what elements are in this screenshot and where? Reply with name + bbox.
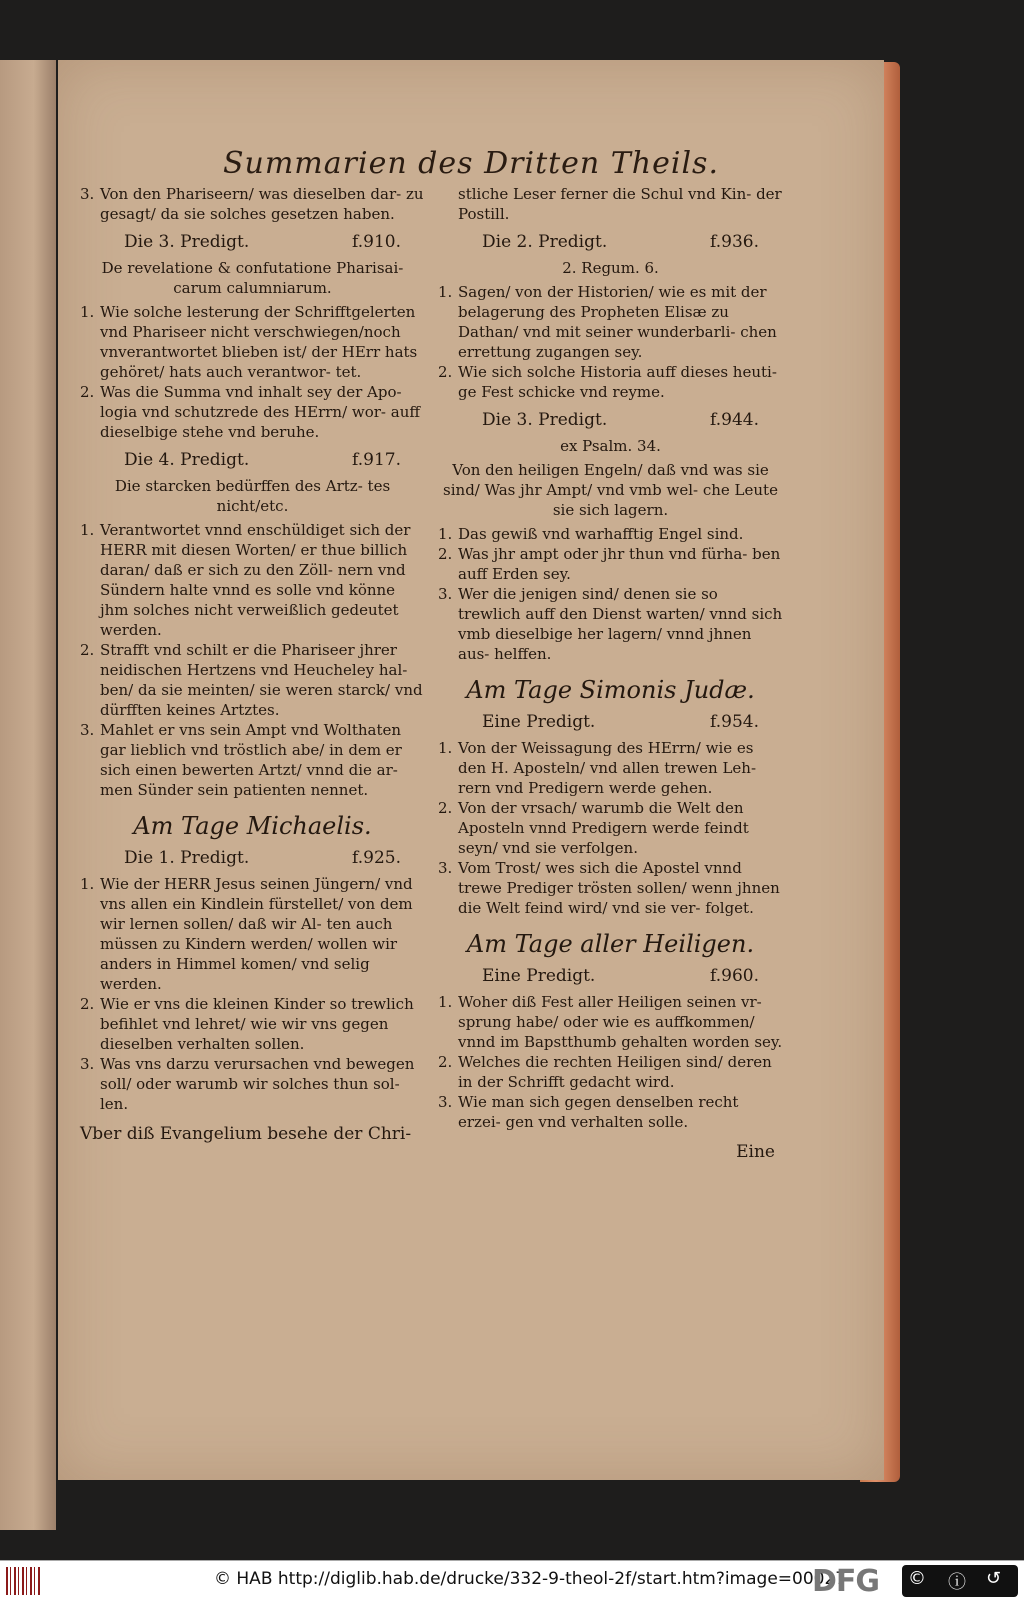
dfg-logo: DFG	[812, 1564, 880, 1599]
list-item: 1. Von der Weissagung des HErrn/ wie es den H. Aposteln/ vnd allen trewen Leh- rern vnd Predigern werde gehen.	[438, 739, 757, 797]
book-page	[58, 60, 884, 1480]
list-item: 2. Wie er vns die kleinen Kinder so trewlich befihlet vnd lehret/ wie wir vns gegen dieselben verhalten sollen.	[80, 995, 414, 1053]
list-item: 3. Wer die jenigen sind/ denen sie so trewlich auff den Dienst warten/ vnnd sich vmb dieselbige her lagern/ vnnd jhnen aus- helffen.	[438, 585, 783, 663]
feast-heading: Am Tage Michaelis.	[133, 812, 372, 840]
sermon-heading: Die 4. Predigt. f.917.	[124, 450, 401, 470]
sa-icon: ↺	[986, 1568, 1002, 1589]
page-header: Summarien des Dritten Theils.	[222, 146, 719, 181]
previous-page-edge	[0, 60, 56, 1530]
list-item: 2. Strafft vnd schilt er die Phariseer jhrer neidischen Hertzens vnd Heucheley hal- ben/ da sie meinten/ sie weren starck/ vnd dürfften keines Artztes.	[80, 641, 423, 719]
list-item: 1. Sagen/ von der Historien/ wie es mit der belagerung des Propheten Elisæ zu Dathan/ vnd mit seiner wunderbarli- chen errettung zugangen sey.	[438, 283, 777, 361]
sermon-heading: Die 3. Predigt. f.944.	[482, 410, 759, 430]
left-column	[80, 184, 425, 1144]
list-item: 1. Wie solche lesterung der Schrifftgelerten vnd Phariseer nicht verschwiegen/noch vnverantwortet blieben ist/ der HErr hats gehöret/ hats auch verantwor- tet.	[80, 303, 418, 381]
list-item: 2. Von der vrsach/ warumb die Welt den Aposteln vnnd Predigern werde feindt seyn/ vnd sie verfolgen.	[438, 799, 749, 857]
license-badge[interactable]	[902, 1565, 1018, 1597]
sermon-heading: Eine Predigt. f.954.	[482, 712, 759, 732]
list-item: 1. Das gewiß vnd warhafftig Engel sind.	[438, 525, 744, 543]
sermon-heading: Die 2. Predigt. f.936.	[482, 232, 759, 252]
barcode-icon	[6, 1567, 42, 1595]
list-item: 2. Was jhr ampt oder jhr thun vnd fürha- ben auff Erden sey.	[438, 545, 781, 583]
right-column	[438, 184, 783, 1162]
closing-line: Vber diß Evangelium besehe der Chri-	[80, 1124, 412, 1144]
by-icon: ⓘ	[948, 1572, 966, 1593]
sermon-heading: Die 1. Predigt. f.925.	[124, 848, 401, 868]
catchword: Eine	[736, 1142, 775, 1162]
list-item: 2. Wie sich solche Historia auff dieses heuti- ge Fest schicke vnd reyme.	[438, 363, 777, 401]
list-item: 3. Von den Phariseern/ was dieselben dar- zu gesagt/ da sie solches gesetzen haben.	[80, 185, 424, 223]
cc-icon: ©	[908, 1568, 926, 1589]
scripture-reference: ex Psalm. 34.	[560, 437, 661, 455]
footer-url[interactable]: © HAB http://diglib.hab.de/drucke/332-9-theol-2f/start.htm?image=00027	[214, 1569, 847, 1589]
feast-heading: Am Tage Simonis Judæ.	[466, 676, 755, 704]
sermon-subtitle: De revelatione & confutatione Pharisai- carum calumniarum.	[101, 259, 404, 297]
sermon-heading: Die 3. Predigt. f.910.	[124, 232, 401, 252]
list-item: 1. Wie der HERR Jesus seinen Jüngern/ vnd vns allen ein Kindlein fürstellet/ von dem wir lernen sollen/ daß wir Al- ten auch müssen zu Kindern werden/ wollen wir anders in Himmel komen/ vnd selig werden.	[80, 875, 413, 993]
list-item: 3. Vom Trost/ wes sich die Apostel vnnd trewe Prediger trösten sollen/ wenn jhnen die Welt feind wird/ vnd sie ver- folget.	[438, 859, 780, 917]
list-item: 3. Was vns darzu verursachen vnd bewegen soll/ oder warumb wir solches thun sol- len.	[80, 1055, 415, 1113]
continuation-text: stliche Leser ferner die Schul vnd Kin- der Postill.	[458, 185, 782, 223]
list-item: 2. Was die Summa vnd inhalt sey der Apo- logia vnd schutzrede des HErrn/ wor- auff dieselbige stehe vnd beruhe.	[80, 383, 421, 441]
list-item: 1. Verantwortet vnnd enschüldiget sich der HERR mit diesen Worten/ er thue billich daran/ daß er sich zu den Zöll- nern vnd Sündern halte vnnd es solle vnd könne jhm solches nicht verweißlich gedeutet werden.	[80, 521, 411, 639]
scripture-reference: 2. Regum. 6.	[562, 259, 659, 277]
sermon-heading: Eine Predigt. f.960.	[482, 966, 759, 986]
list-item: 2. Welches die rechten Heiligen sind/ deren in der Schrifft gedacht wird.	[438, 1053, 772, 1091]
list-item: 3. Mahlet er vns sein Ampt vnd Wolthaten gar lieblich vnd tröstlich abe/ in dem er sich einen bewerten Artzt/ vnnd die ar- men Sünder sein patienten nennet.	[80, 721, 402, 799]
sermon-subtitle: Von den heiligen Engeln/ daß vnd was sie sind/ Was jhr Ampt/ vnd vmb wel- che Leute sie sich lagern.	[443, 461, 778, 519]
sermon-subtitle: Die starcken bedürffen des Artz- tes nicht/etc.	[114, 477, 391, 515]
list-item: 1. Woher diß Fest aller Heiligen seinen vr- sprung habe/ oder wie es auffkommen/ vnnd im Bapstthumb gehalten worden sey.	[438, 993, 783, 1051]
list-item: 3. Wie man sich gegen denselben recht erzei- gen vnd verhalten solle.	[438, 1093, 739, 1131]
footer-bar	[0, 1560, 1024, 1602]
feast-heading: Am Tage aller Heiligen.	[466, 930, 755, 958]
